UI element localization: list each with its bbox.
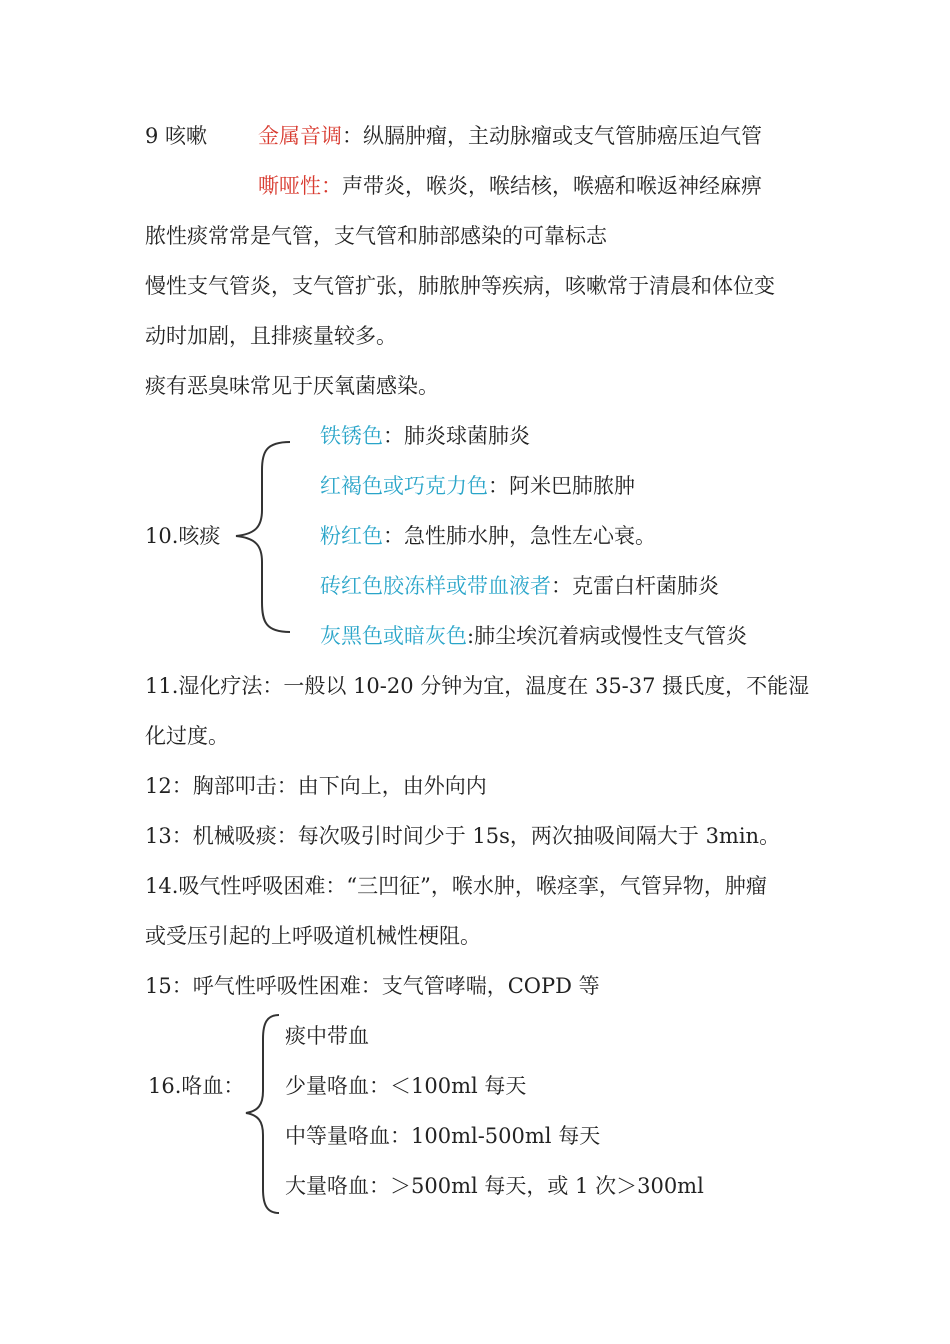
section-11-text-2: 化过度。 [145, 724, 229, 748]
chronic-bronchitis-text-1: 慢性支气管炎，支气管扩张，肺脓肿等疾病，咳嗽常于清晨和体位变 [145, 274, 775, 298]
metal-tone-line [258, 122, 762, 150]
hemoptysis-item: 大量咯血：＞500ml 每天，或 1 次＞300ml [285, 1174, 704, 1198]
sputum-item [320, 572, 719, 600]
chronic-bronchitis-text-2: 动时加剧，且排痰量较多。 [145, 324, 397, 348]
sputum-color-term: 铁锈色 [320, 424, 383, 448]
sputum-color-text: ：急性肺水肿，急性左心衰。 [383, 524, 656, 548]
hoarse-term: 嘶哑性： [258, 174, 342, 198]
section-10-brace-icon [232, 440, 292, 635]
section-10-label: 10.咳痰 [145, 524, 221, 548]
section-15-text: 15：呼气性呼吸性困难：支气管哮喘，COPD 等 [145, 974, 600, 998]
section-14-text-1: 14.吸气性呼吸困难：“三凹征”，喉水肿，喉痉挛，气管异物，肿瘤 [145, 874, 767, 898]
section-14-text-2: 或受压引起的上呼吸道机械性梗阻。 [145, 924, 481, 948]
purulent-sputum-text: 脓性痰常常是气管，支气管和肺部感染的可靠标志 [145, 224, 607, 248]
sputum-item [320, 422, 530, 450]
sputum-color-term: 砖红色胶冻样或带血液者 [320, 574, 551, 598]
sputum-color-text: ：肺炎球菌肺炎 [383, 424, 530, 448]
section-9-label: 9 咳嗽 [145, 124, 208, 148]
sputum-item [320, 622, 747, 650]
section-11-text-1: 11.湿化疗法：一般以 10-20 分钟为宜，温度在 35-37 摄氏度，不能湿 [145, 674, 810, 698]
sputum-color-term: 灰黑色或暗灰色 [320, 624, 467, 648]
sputum-color-term: 红褐色或巧克力色 [320, 474, 488, 498]
section-13-text: 13：机械吸痰：每次吸引时间少于 15s，两次抽吸间隔大于 3min。 [145, 824, 781, 848]
hoarse-line [258, 172, 762, 200]
section-16-label: 16.咯血： [148, 1074, 245, 1098]
sputum-color-text: :肺尘埃沉着病或慢性支气管炎 [467, 624, 748, 648]
hemoptysis-item: 少量咯血：＜100ml 每天 [285, 1074, 527, 1098]
sputum-item [320, 522, 656, 550]
foul-sputum-text: 痰有恶臭味常见于厌氧菌感染。 [145, 374, 439, 398]
sputum-color-text: ：克雷白杆菌肺炎 [551, 574, 719, 598]
section-12-text: 12：胸部叩击：由下向上，由外向内 [145, 774, 487, 798]
sputum-item [320, 472, 635, 500]
sputum-color-text: ：阿米巴肺脓肿 [488, 474, 635, 498]
hoarse-text: 声带炎，喉炎，喉结核，喉癌和喉返神经麻痹 [342, 174, 762, 198]
sputum-color-term: 粉红色 [320, 524, 383, 548]
metal-tone-text: ：纵膈肿瘤，主动脉瘤或支气管肺癌压迫气管 [342, 124, 762, 148]
metal-tone-term: 金属音调 [258, 124, 342, 148]
hemoptysis-item: 中等量咯血：100ml-500ml 每天 [285, 1124, 601, 1148]
section-16-brace-icon [243, 1013, 283, 1215]
hemoptysis-item: 痰中带血 [285, 1024, 369, 1048]
